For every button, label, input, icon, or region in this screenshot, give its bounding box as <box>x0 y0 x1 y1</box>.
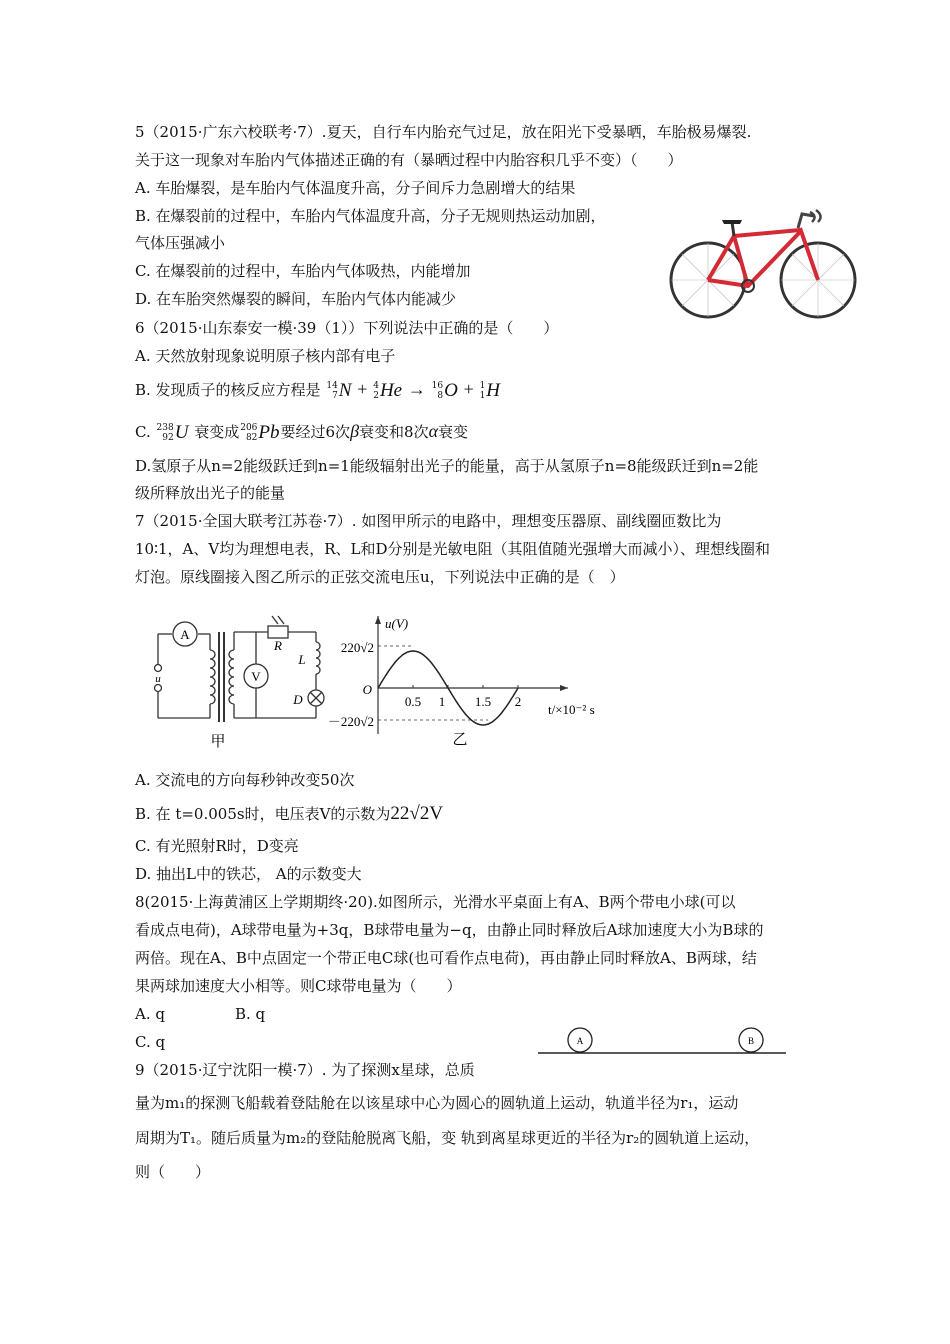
q8-option-a: A. q <box>135 1005 165 1023</box>
q8-stem-line3: 两倍。现在A、B中点固定一个带正电C球(也可看作点电荷)，再由静止同时释放A、B两球，结 <box>135 949 757 967</box>
q7-option-a: A. 交流电的方向每秒钟改变50次 <box>135 771 355 789</box>
q6-option-a: A. 天然放射现象说明原子核内部有电子 <box>135 347 396 365</box>
isotope-n14 <box>326 381 351 401</box>
q8-stem-line4: 果两球加速度大小相等。则C球带电量为（ ） <box>135 977 462 995</box>
q6-option-b-prefix: B. 发现质子的核反应方程是 <box>135 381 321 399</box>
isotope-h1-z: 1 <box>479 391 486 401</box>
q5-option-b-line1: B. 在爆裂前的过程中，车胎内气体温度升高，分子无规则热运动加剧， <box>135 207 606 225</box>
x-tick-label: 2 <box>514 694 522 709</box>
q5-stem-line2: 关于这一现象对车胎内气体描述正确的有（暴晒过程中内胎容积几乎不变）（ ） <box>135 151 683 169</box>
q6-option-c-text3: 衰变和8次 <box>359 423 429 441</box>
isotope-he4-z: 2 <box>373 391 379 401</box>
isotope-o16-mass: 16 <box>431 381 444 391</box>
q5-option-b-line2: 气体压强减小 <box>135 234 226 252</box>
q6-option-b: B. 发现质子的核反应方程是 14 7 N + 4 2 He → 16 8 O + 1 1 H <box>135 379 501 401</box>
resistor-label: R <box>274 638 282 653</box>
q7-option-b <box>135 804 443 824</box>
chart-origin-label: O <box>362 682 372 697</box>
q6-option-c <box>135 418 468 444</box>
q8-stem-line1: 8(2015·上海黄浦区上学期期终·20).如图所示，光滑水平桌面上有A、B两个带电小球(可以 <box>135 893 736 911</box>
q5-stem-line1: 5（2015·广东六校联考·7）.夏天，自行车内胎充气过足，放在阳光下受暴晒，车胎极易爆裂. <box>135 123 752 141</box>
q5-option-c: C. 在爆裂前的过程中，车胎内气体吸热，内能增加 <box>135 262 471 280</box>
isotope-u238-z: 92 <box>162 433 174 443</box>
alpha-symbol: α <box>428 421 439 441</box>
voltage-source-label: u <box>155 673 161 685</box>
q9-stem-line4: 则（ ） <box>135 1163 211 1181</box>
q5-option-a: A. 车胎爆裂，是车胎内气体温度升高，分子间斥力急剧增大的结果 <box>135 179 576 197</box>
isotope-o16-z: 8 <box>437 391 444 401</box>
q7-stem-line1: 7（2015·全国大联考江苏卷·7）. 如图甲所示的电路中，理想变压器原、副线圈匝数比为 <box>135 512 722 530</box>
isotope-he4-mass: 4 <box>373 381 379 391</box>
chart-x-label: t/×10⁻² s <box>548 702 595 717</box>
q7-stem-line2: 10∶1，A、V均为理想电表，R、L和D分别是光敏电阻（其阻值随光强增大而减小）、理想线圈和 <box>135 540 770 558</box>
isotope-o16 <box>432 381 458 401</box>
isotope-o16-symbol: O <box>444 380 458 401</box>
q6-option-c-end: 衰变 <box>438 423 469 441</box>
chart-ymin-label: －220√2 <box>327 714 374 729</box>
isotope-n14-mass: 14 <box>326 381 338 391</box>
isotope-h1-mass: 1 <box>479 381 486 391</box>
ball-a-label: A <box>576 1036 584 1046</box>
isotope-he4-symbol: He <box>379 380 403 401</box>
q6-option-c-text2: 要经过6次 <box>280 423 351 441</box>
photoresistor-symbol <box>268 626 288 638</box>
q6-stem: 6（2015·山东泰安一模·39（1））下列说法中正确的是（ ） <box>135 319 559 337</box>
isotope-pb206-z: 82 <box>245 433 258 443</box>
chart-y-label: u(V) <box>385 616 409 631</box>
q7-stem-line3: 灯泡。原线圈接入图乙所示的正弦交流电压u，下列说法中正确的是（ ） <box>135 568 625 586</box>
ammeter-label: A <box>180 627 190 642</box>
lamp-label: D <box>293 692 303 707</box>
q7-option-d: D. 抽出L中的铁芯， A的示数变大 <box>135 865 362 883</box>
q5-option-d: D. 在车胎突然爆裂的瞬间，车胎内气体内能减少 <box>135 290 457 308</box>
q8-stem-line2: 看成点电荷)，A球带电量为+3q，B球带电量为−q，由静止同时释放后A球加速度大小为B球的 <box>135 921 764 939</box>
sine-voltage-chart <box>300 610 620 750</box>
bicycle-illustration <box>668 208 860 322</box>
isotope-pb206 <box>240 423 279 443</box>
q8-option-c: C. q <box>135 1033 166 1051</box>
isotope-u238 <box>157 423 189 443</box>
x-axis-arrow-icon <box>560 685 568 691</box>
figure-yi-caption: 乙 <box>452 732 468 748</box>
q7-option-b-value: 22√2V <box>390 803 444 824</box>
y-axis-arrow-icon <box>375 616 381 624</box>
q9-stem-line1: 9（2015·辽宁沈阳一模·7）. 为了探测x星球，总质 <box>135 1061 475 1079</box>
inductor-label: L <box>298 652 306 667</box>
x-tick-label: 1.5 <box>474 694 492 709</box>
isotope-pb206-mass: 206 <box>240 423 258 433</box>
q7-option-b-prefix: B. 在 t=0.005s时，电压表V的示数为 <box>135 805 391 823</box>
isotope-n14-symbol: N <box>338 380 352 401</box>
figure-jia-caption: 甲 <box>210 734 226 750</box>
x-tick-label: 0.5 <box>404 694 422 709</box>
q6-option-d-line1: D.氢原子从n=2能级跃迁到n=1能级辐射出光子的能量，高于从氢原子n=8能级跃迁到n=2能 <box>135 457 759 475</box>
q6-option-c-prefix: C. <box>135 423 151 441</box>
beta-symbol: β <box>350 421 360 441</box>
q9-stem-line2: 量为m₁的探测飞船载着登陆舱在以该星球中心为圆心的圆轨道上运动，轨道半径为r₁，运动 <box>135 1094 739 1112</box>
q6-option-c-text1: 衰变成 <box>194 423 240 441</box>
ball-b-label: B <box>747 1036 755 1046</box>
isotope-u238-mass: 238 <box>156 423 174 433</box>
isotope-u238-symbol: U <box>174 422 189 443</box>
voltmeter-label: V <box>251 669 261 684</box>
isotope-h1 <box>480 381 500 401</box>
q7-option-c: C. 有光照射R时，D变亮 <box>135 837 299 855</box>
chart-ymax-label: 220√2 <box>340 640 374 655</box>
isotope-he4 <box>373 381 402 401</box>
q6-option-d-line2: 级所释放出光子的能量 <box>135 484 286 502</box>
x-tick-label: 1 <box>438 694 446 709</box>
isotope-n14-z: 7 <box>332 391 338 401</box>
q9-stem-line3: 周期为T₁。随后质量为m₂的登陆舱脱离飞船，变 轨到离星球更近的半径为r₂的圆轨道上运动， <box>135 1129 760 1147</box>
charged-balls-figure <box>536 1024 790 1056</box>
isotope-pb206-symbol: Pb <box>258 422 280 443</box>
isotope-h1-symbol: H <box>486 380 501 401</box>
q8-option-b: B. q <box>235 1005 266 1023</box>
